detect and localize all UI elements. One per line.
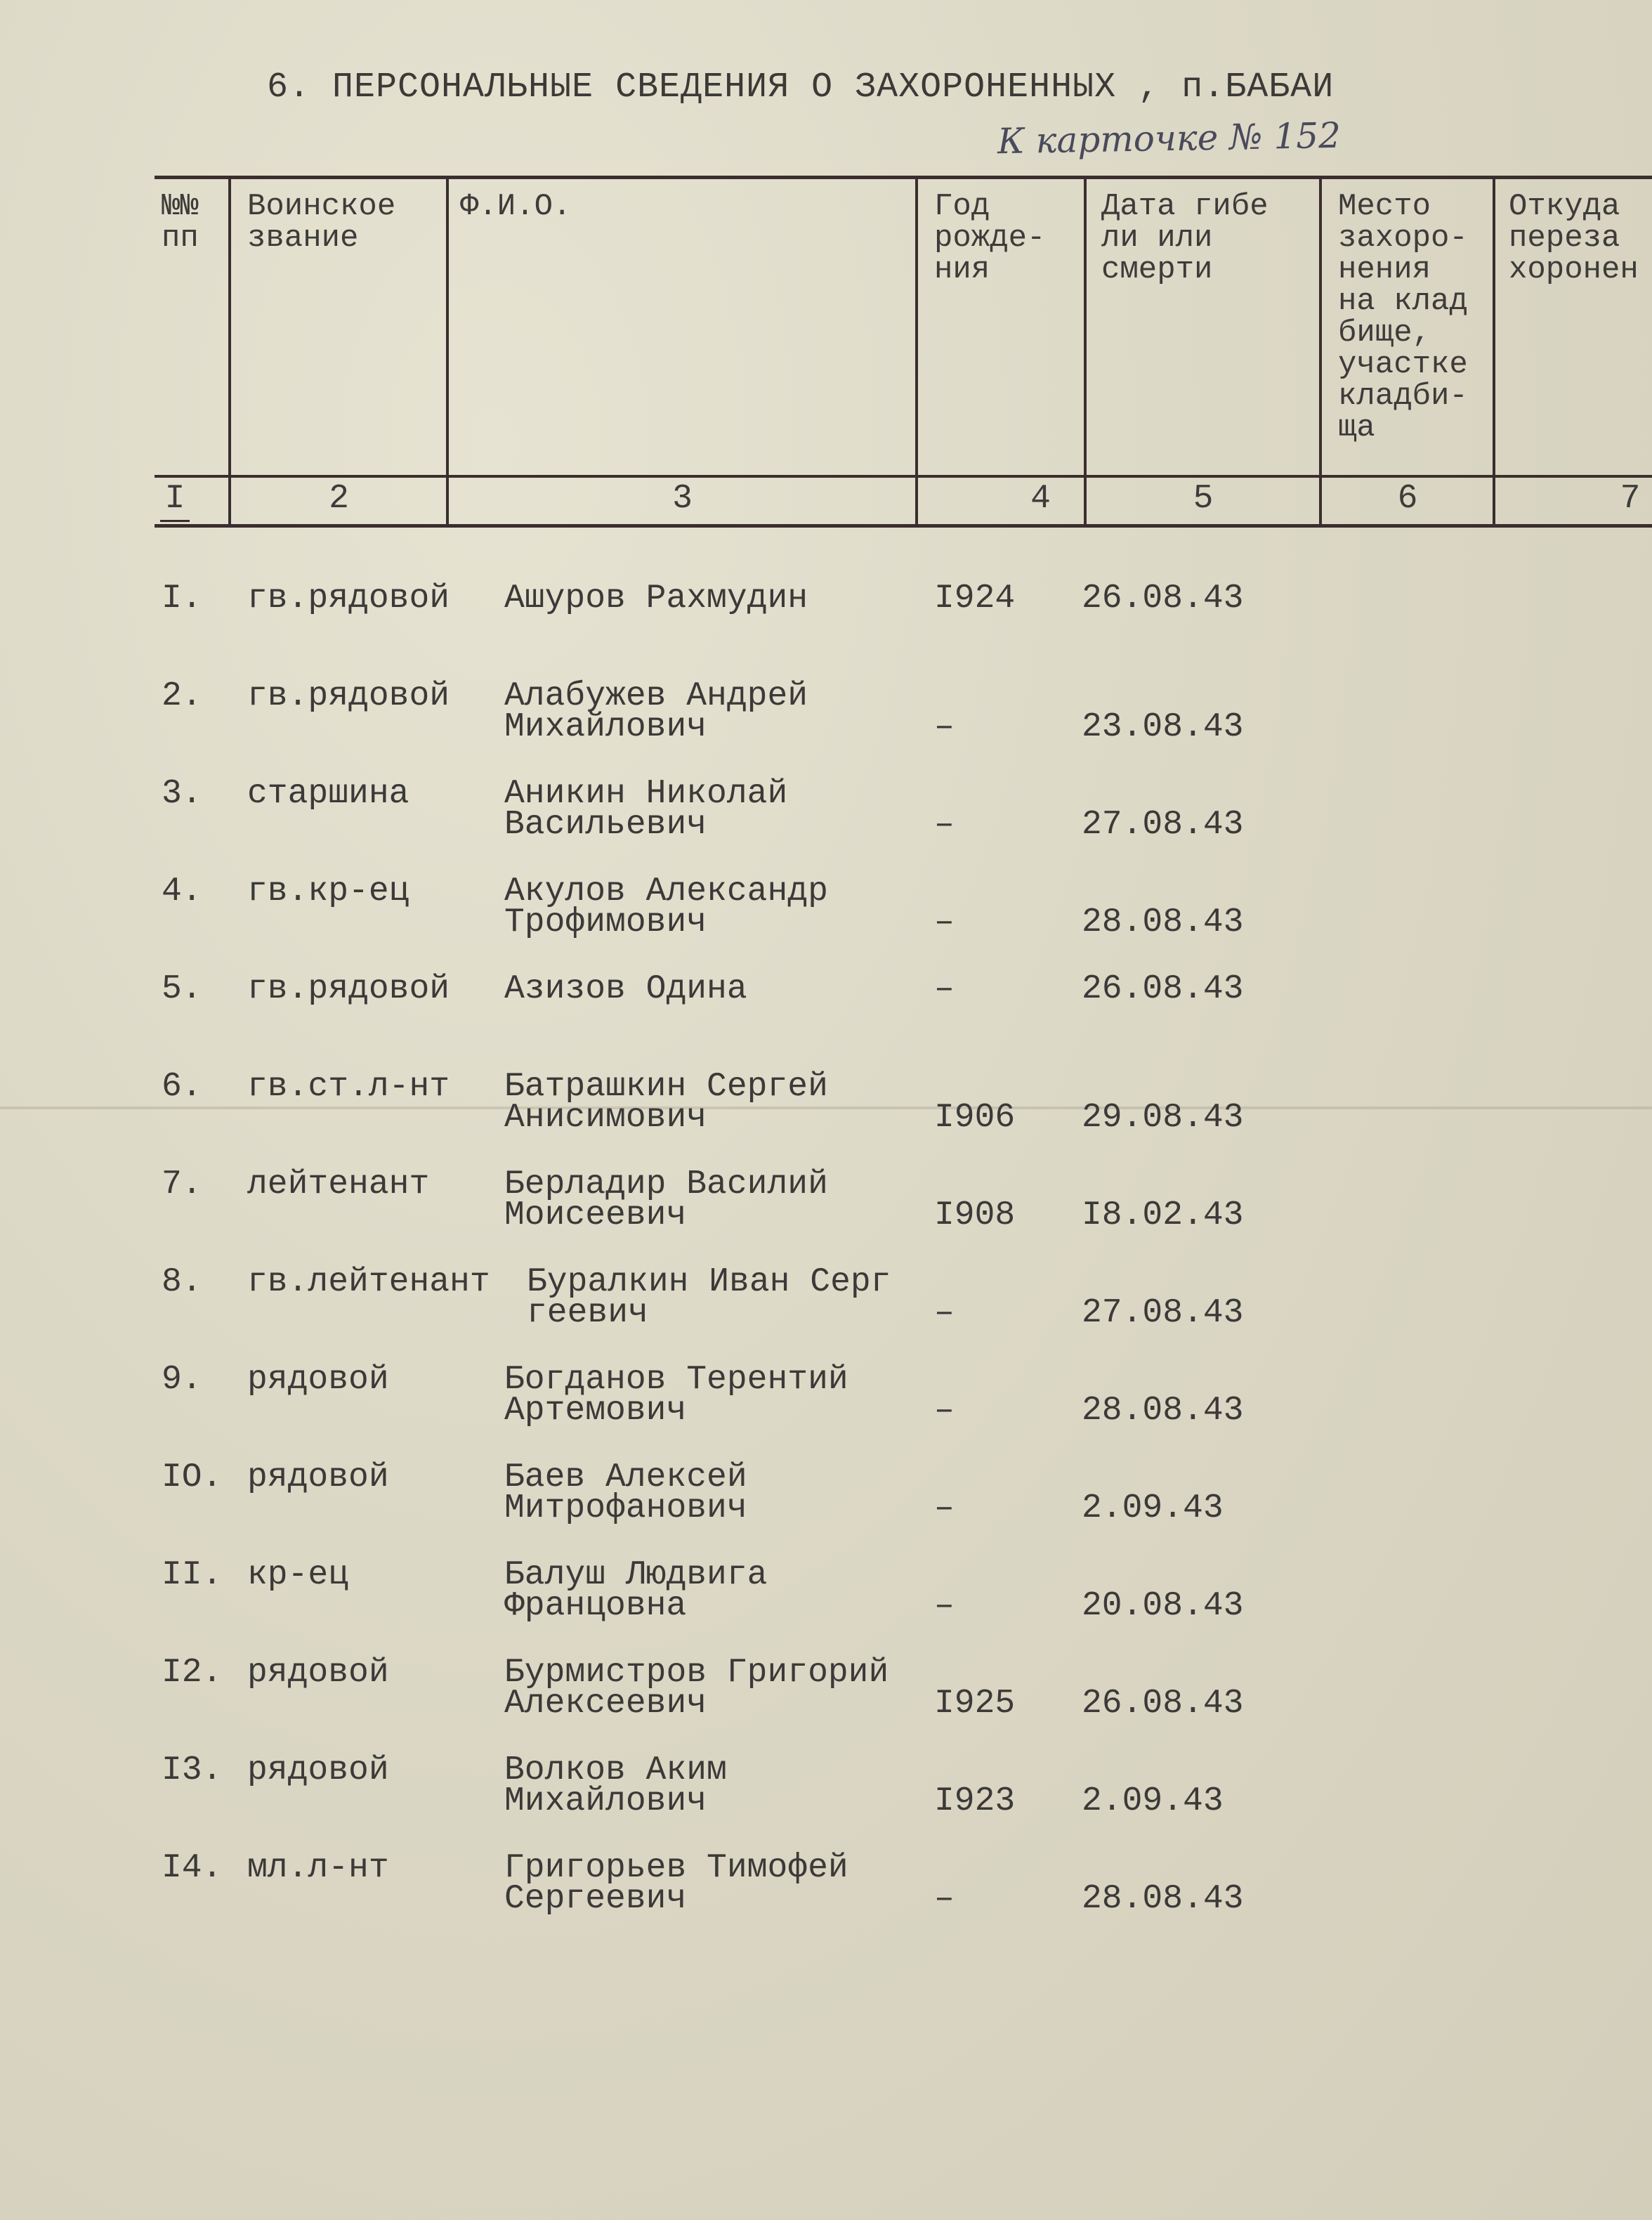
- row-birth-year: –: [934, 1392, 955, 1430]
- row-rank: рядовой: [247, 1654, 389, 1692]
- row-rank: гв.рядовой: [247, 970, 450, 1008]
- header-col-4: Год рожде- ния: [934, 191, 1046, 286]
- col-divider-6: [1493, 177, 1495, 525]
- header-col-6: Место захоро- нения на клад бище, участке кладби- ща: [1338, 191, 1468, 444]
- row-number: II.: [162, 1556, 223, 1594]
- document-title: 6. ПЕРСОНАЛЬНЫЕ СВЕДЕНИЯ О ЗАХОРОНЕННЫХ , п.БАБАИ: [267, 67, 1335, 107]
- row-birth-year: I908: [934, 1196, 1016, 1234]
- row-patronymic: Михайлович: [504, 708, 707, 746]
- row-death-date: 27.08.43: [1082, 806, 1244, 844]
- row-rank: гв.рядовой: [247, 580, 450, 618]
- row-birth-year: –: [934, 1294, 955, 1332]
- row-surname-name: Берладир Василий: [504, 1166, 828, 1203]
- row-number: I3.: [162, 1751, 223, 1789]
- header-col-7: Откуда переза хоронен: [1509, 191, 1639, 286]
- row-patronymic: Францовна: [504, 1587, 687, 1625]
- row-patronymic: Анисимович: [504, 1099, 707, 1137]
- row-number: 5.: [162, 970, 202, 1008]
- row-surname-name: Волков Аким: [504, 1751, 727, 1789]
- row-number: 6.: [162, 1068, 202, 1106]
- row-number: I2.: [162, 1654, 223, 1692]
- row-death-date: 2.09.43: [1082, 1782, 1224, 1820]
- row-surname-name: Акулов Александр: [504, 873, 828, 910]
- row-surname-name: Ашуров Рахмудин: [504, 580, 808, 618]
- header-bottom-rule: [155, 475, 1652, 478]
- col-divider-4: [1084, 177, 1087, 525]
- table-top-rule: [155, 176, 1652, 179]
- row-patronymic: Алексеевич: [504, 1685, 707, 1723]
- row-birth-year: –: [934, 708, 955, 746]
- row-rank: рядовой: [247, 1458, 389, 1496]
- row-birth-year: I906: [934, 1099, 1016, 1137]
- row-birth-year: –: [934, 1880, 955, 1918]
- header-col-3: Ф.И.О.: [460, 191, 572, 223]
- row-surname-name: Аникин Николай: [504, 775, 788, 813]
- row-number: 2.: [162, 677, 202, 715]
- row-number: 7.: [162, 1166, 202, 1203]
- row-death-date: 28.08.43: [1082, 1392, 1244, 1430]
- row-number: IO.: [162, 1458, 223, 1496]
- row-death-date: I8.02.43: [1082, 1196, 1244, 1234]
- row-rank: мл.л-нт: [247, 1849, 389, 1887]
- row-patronymic: Моисеевич: [504, 1196, 687, 1234]
- row-rank: старшина: [247, 775, 409, 813]
- col-number-4: 4: [1030, 480, 1051, 518]
- row-death-date: 26.08.43: [1082, 970, 1244, 1008]
- row-number: 9.: [162, 1361, 202, 1399]
- row-rank: лейтенант: [247, 1166, 430, 1203]
- row-death-date: 20.08.43: [1082, 1587, 1244, 1625]
- row-surname-name: Азизов Одина: [504, 970, 747, 1008]
- handwritten-note: К карточке № 152: [997, 115, 1342, 162]
- paper-fold: [0, 1106, 1652, 1109]
- row-birth-year: I924: [934, 580, 1016, 618]
- row-number: 3.: [162, 775, 202, 813]
- header-col-5: Дата гибе ли или смерти: [1101, 191, 1268, 286]
- col-number-3: 3: [672, 480, 693, 518]
- row-surname-name: Батрашкин Сергей: [504, 1068, 828, 1106]
- row-death-date: 23.08.43: [1082, 708, 1244, 746]
- row-surname-name: Бурмистров Григорий: [504, 1654, 889, 1692]
- col-divider-1: [228, 177, 231, 525]
- row-number: 8.: [162, 1263, 202, 1301]
- col-number-1-underline: [160, 520, 190, 522]
- row-patronymic: Сергеевич: [504, 1880, 687, 1918]
- row-birth-year: I925: [934, 1685, 1016, 1723]
- col-number-7: 7: [1620, 480, 1641, 518]
- row-death-date: 29.08.43: [1082, 1099, 1244, 1137]
- col-number-1: I: [164, 480, 185, 518]
- header-col-1: №№ пп: [162, 191, 199, 254]
- row-birth-year: I923: [934, 1782, 1016, 1820]
- row-surname-name: Богданов Терентий: [504, 1361, 848, 1399]
- row-death-date: 2.09.43: [1082, 1489, 1224, 1527]
- row-birth-year: –: [934, 1587, 955, 1625]
- row-patronymic: геевич: [527, 1294, 648, 1332]
- row-patronymic: Артемович: [504, 1392, 687, 1430]
- row-birth-year: –: [934, 1489, 955, 1527]
- row-number: I.: [162, 580, 202, 618]
- number-row-rule: [155, 524, 1652, 528]
- row-surname-name: Алабужев Андрей: [504, 677, 808, 715]
- row-birth-year: –: [934, 970, 955, 1008]
- row-rank: гв.кр-ец: [247, 873, 409, 910]
- col-divider-2: [446, 177, 449, 525]
- row-birth-year: –: [934, 903, 955, 941]
- row-rank: кр-ец: [247, 1556, 349, 1594]
- row-death-date: 26.08.43: [1082, 1685, 1244, 1723]
- col-divider-3: [915, 177, 918, 525]
- col-divider-5: [1319, 177, 1322, 525]
- row-rank: гв.ст.л-нт: [247, 1068, 450, 1106]
- row-birth-year: –: [934, 806, 955, 844]
- row-surname-name: Баев Алексей: [504, 1458, 747, 1496]
- row-rank: рядовой: [247, 1751, 389, 1789]
- row-surname-name: Балуш Людвига: [504, 1556, 768, 1594]
- col-number-5: 5: [1193, 480, 1214, 518]
- row-death-date: 26.08.43: [1082, 580, 1244, 618]
- row-number: 4.: [162, 873, 202, 910]
- row-death-date: 27.08.43: [1082, 1294, 1244, 1332]
- row-death-date: 28.08.43: [1082, 903, 1244, 941]
- row-surname-name: Григорьев Тимофей: [504, 1849, 848, 1887]
- row-rank: рядовой: [247, 1361, 389, 1399]
- col-number-2: 2: [329, 480, 349, 518]
- row-patronymic: Митрофанович: [504, 1489, 747, 1527]
- row-death-date: 28.08.43: [1082, 1880, 1244, 1918]
- row-patronymic: Васильевич: [504, 806, 707, 844]
- col-number-6: 6: [1397, 480, 1418, 518]
- row-surname-name: Буралкин Иван Серг: [527, 1263, 891, 1301]
- row-number: I4.: [162, 1849, 223, 1887]
- row-rank: гв.лейтенант: [247, 1263, 490, 1301]
- row-rank: гв.рядовой: [247, 677, 450, 715]
- row-patronymic: Михайлович: [504, 1782, 707, 1820]
- header-col-2: Воинское звание: [247, 191, 396, 254]
- row-patronymic: Трофимович: [504, 903, 707, 941]
